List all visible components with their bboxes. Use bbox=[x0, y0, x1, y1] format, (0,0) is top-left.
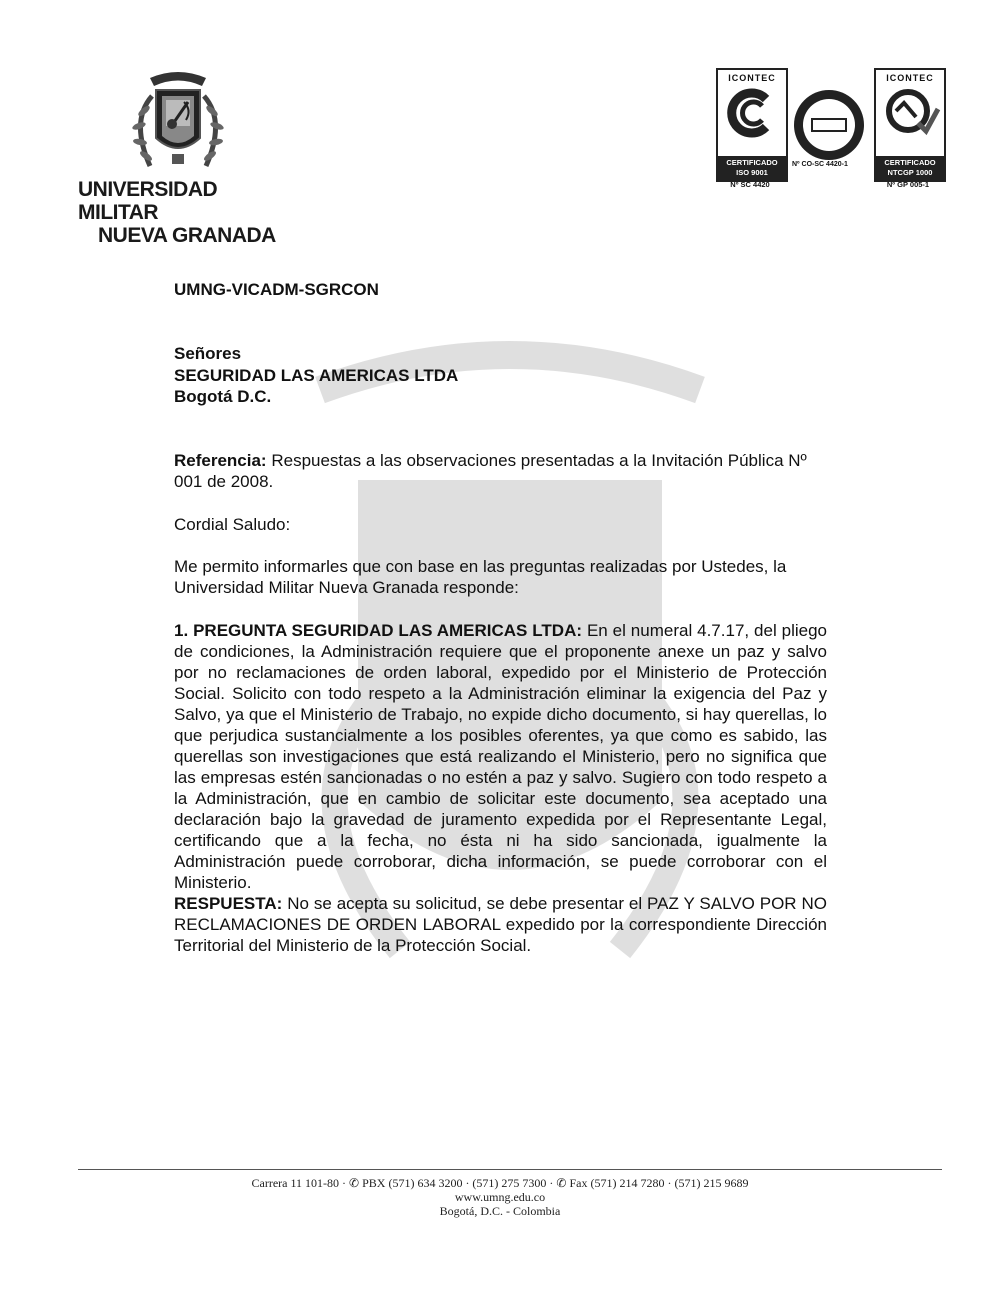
question-paragraph bbox=[174, 620, 827, 956]
footer-divider bbox=[78, 1169, 942, 1170]
icontec-logo-icon bbox=[718, 83, 786, 141]
footer-address-phones: Carrera 11 101-80 · ✆ PBX (571) 634 3200 · (571) 275 7300 · ✆ Fax (571) 214 7280 · (571) 215 9689 bbox=[251, 1176, 749, 1190]
icontec-ntcgp-seal bbox=[874, 68, 946, 182]
university-crest-icon bbox=[122, 66, 234, 176]
footer-city: Bogotá, D.C. - Colombia bbox=[439, 1204, 561, 1218]
reference-code: UMNG-VICADM-SGRCON bbox=[174, 280, 379, 299]
intro-paragraph: Me permito informarles que con base en las preguntas realizadas por Ustedes, la Universidad Militar Nueva Granada responde: bbox=[174, 557, 787, 597]
icontec-label-2: ICONTEC bbox=[886, 73, 934, 83]
cert2-bottom-line1: CERTIFICADO bbox=[884, 158, 936, 167]
city: Bogotá D.C. bbox=[174, 387, 272, 406]
question-text: En el numeral 4.7.17, del pliego de condiciones, la Administración requiere que el proponente anexe un paz y salvo por no reclamaciones de orden laboral, expedido por el Ministerio de Protección Social. Solicito con todo respeto a la Administración eliminar la exigencia del Paz y Salvo, ya que el Ministerio de Trabajo, no expide dicho documento, si hay querellas, lo que perjudica sustancialmente a los posibles oferentes, ya que como es sabido, las querellas son investigaciones que está realizando el Ministerio, pero no significa que las empresas estén sancionadas o no estén a paz y salvo. Sugiero con todo respeto a la Administración, que en cambio de solicitar este documento, sea aceptado una declaración bajo la gravedad de juramento expedida por el Representante Legal, certificando que a la fecha, no ésta ni ha sido sancionada, igualmente la Administración puede corroborar, dicha información, se puede corroborar con el Ministerio. bbox=[174, 621, 828, 892]
university-name-line1: UNIVERSIDAD MILITAR bbox=[78, 178, 218, 224]
university-logo bbox=[78, 66, 288, 247]
cert2-bottom-line2: NTCGP 1000 bbox=[887, 168, 933, 177]
footer-contact bbox=[0, 1176, 1000, 1218]
cert1-bottom-line2: ISO 9001 bbox=[736, 168, 768, 177]
reference-label: Referencia: bbox=[174, 451, 267, 470]
answer-label: RESPUESTA: bbox=[174, 894, 283, 913]
reference-paragraph bbox=[174, 450, 827, 492]
university-name-line2: NUEVA GRANADA bbox=[98, 224, 276, 247]
reference-text: Respuestas a las observaciones presentadas a la Invitación Pública Nº 001 de 2008. bbox=[174, 451, 807, 491]
gp-logo-icon bbox=[876, 83, 944, 141]
university-name bbox=[78, 178, 288, 247]
iqnet-seal-icon bbox=[794, 90, 864, 160]
icontec-label: ICONTEC bbox=[728, 73, 776, 83]
greeting: Cordial Saludo: bbox=[174, 515, 291, 534]
cert1-bottom-line1: CERTIFICADO bbox=[726, 158, 778, 167]
footer-website: www.umng.edu.co bbox=[454, 1190, 546, 1204]
addressee-block bbox=[174, 343, 458, 408]
question-label: 1. PREGUNTA SEGURIDAD LAS AMERICAS LTDA: bbox=[174, 621, 583, 640]
company-name: SEGURIDAD LAS AMERICAS LTDA bbox=[174, 365, 459, 385]
answer-text: No se acepta su solicitud, se debe presentar el PAZ Y SALVO POR NO RECLAMACIONES DE ORDEN LABORAL expedido por la correspondiente Dirección Territorial del Ministerio de la Protección Social. bbox=[174, 894, 827, 955]
icontec-iso-seal bbox=[716, 68, 788, 182]
cert2-number: Nº GP 005-1 bbox=[886, 180, 930, 189]
cert1-number: Nº SC 4420 bbox=[730, 180, 770, 189]
certification-seals bbox=[714, 68, 944, 192]
iqnet-number: Nº CO-SC 4420-1 bbox=[792, 161, 848, 168]
salutation-to: Señores bbox=[174, 344, 242, 363]
